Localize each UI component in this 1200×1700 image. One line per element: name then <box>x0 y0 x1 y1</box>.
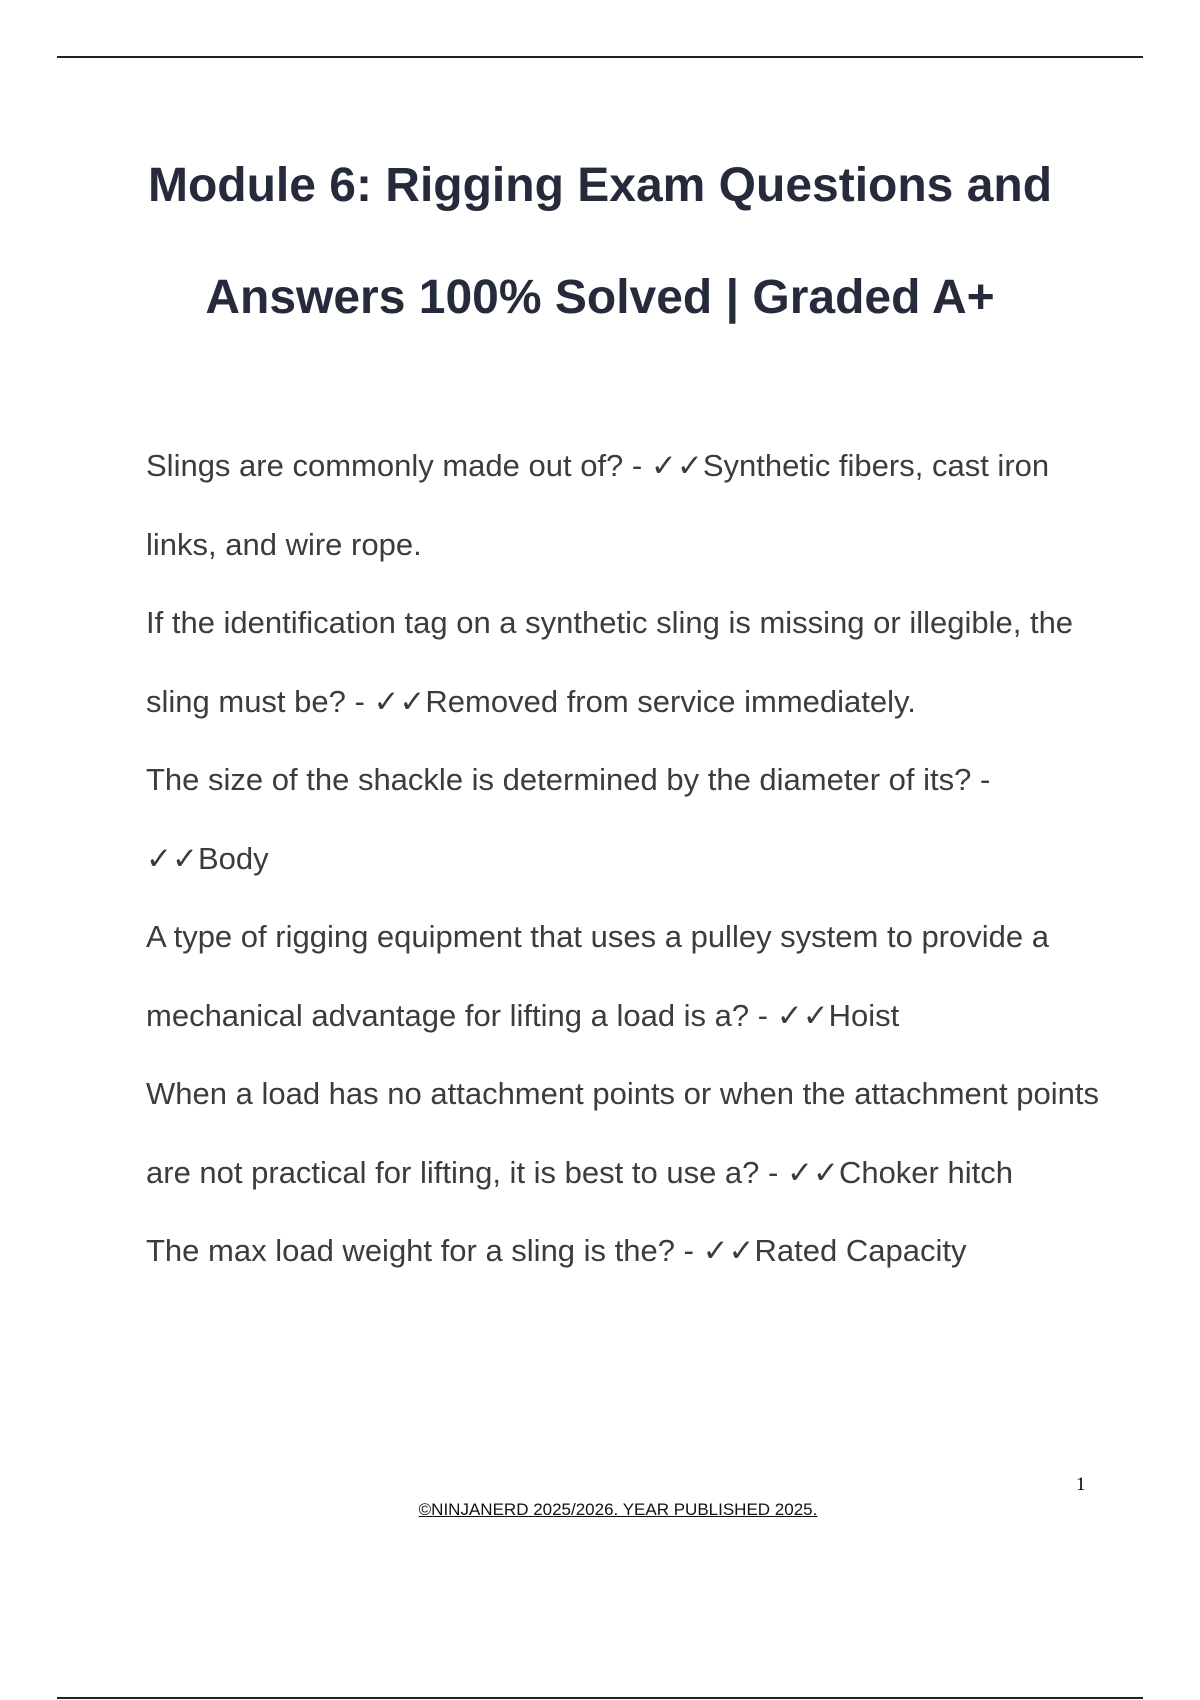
qa-separator: - <box>675 1233 703 1268</box>
qa-list <box>146 427 1106 1291</box>
double-check-icon: ✓✓ <box>702 1233 755 1268</box>
question-text: The size of the shackle is determined by the diameter of its? <box>146 762 972 797</box>
question-text: If the identification tag on a synthetic sling is missing or illegible, the sling must be? <box>146 605 1074 719</box>
bottom-rule <box>57 1697 1143 1699</box>
answer-text: Body <box>197 840 269 876</box>
qa-separator: - <box>759 1154 787 1190</box>
copyright-footer: ©NINJANERD 2025/2026. YEAR PUBLISHED 2025. <box>418 1500 818 1519</box>
qa-item <box>146 1212 1106 1291</box>
question-text: Slings are commonly made out of? <box>146 448 624 483</box>
answer-text: Rated Capacity <box>754 1233 967 1268</box>
title-line-1: Module 6: Rigging Exam Questions and <box>147 159 1053 212</box>
double-check-icon: ✓✓ <box>776 997 829 1033</box>
page-title <box>100 130 1100 354</box>
double-check-icon: ✓✓ <box>650 448 703 483</box>
qa-separator: - <box>345 683 374 719</box>
answer-text: Choker hitch <box>838 1154 1013 1190</box>
page-number: 1 <box>1076 1474 1086 1495</box>
question-text: A type of rigging equipment that uses a pulley system to provide a mechanical advantage for lifting a load is a? <box>146 919 1049 1033</box>
double-check-icon: ✓✓ <box>146 840 198 876</box>
question-text: The max load weight for a sling is the? <box>146 1233 675 1268</box>
answer-text: Hoist <box>828 997 900 1033</box>
qa-separator: - <box>749 997 777 1033</box>
qa-separator: - <box>971 762 991 797</box>
question-text: When a load has no attachment points or when the attachment points are not practical for lifting, it is best to use a? <box>146 1076 1099 1190</box>
double-check-icon: ✓✓ <box>373 683 426 719</box>
qa-item <box>146 1055 1106 1212</box>
answer-text: Removed from service immediately. <box>425 683 916 719</box>
qa-separator: - <box>623 448 651 483</box>
qa-item <box>146 741 1106 898</box>
double-check-icon: ✓✓ <box>786 1154 839 1190</box>
qa-item <box>146 427 1106 584</box>
top-rule <box>57 56 1143 58</box>
qa-item <box>146 584 1106 741</box>
answer-text: Synthetic fibers, cast iron links, and wire rope. <box>146 448 1050 562</box>
qa-item <box>146 898 1106 1055</box>
title-line-2: Answers 100% Solved | Graded A+ <box>205 271 995 324</box>
